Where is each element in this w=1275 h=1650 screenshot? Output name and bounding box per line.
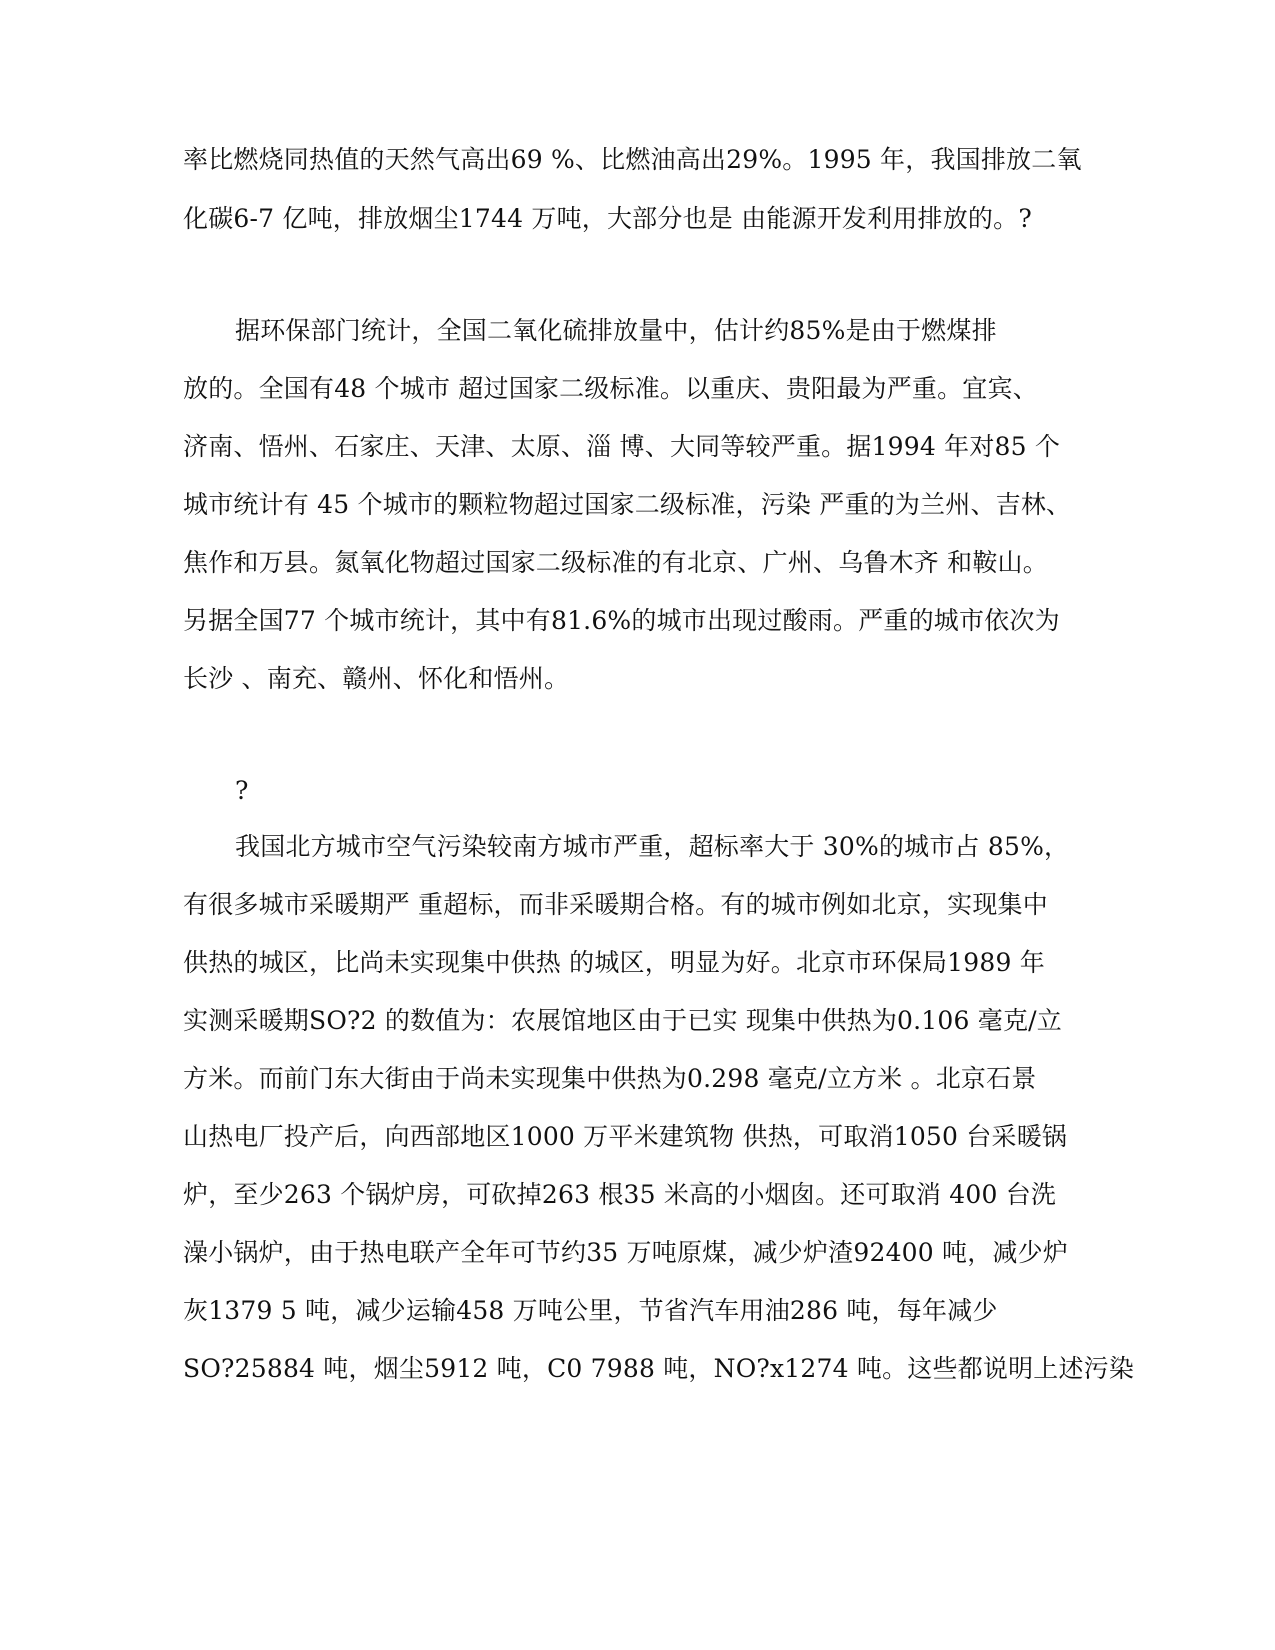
- text-line: 另据全国77 个城市统计，其中有81.6%的城市出现过酸雨。严重的城市依次为: [183, 606, 1060, 635]
- text-line: SO?25884 吨，烟尘5912 吨，C0 7988 吨，NO?x1274 吨。这些都说明上述污染: [183, 1354, 1135, 1383]
- text-line: 有很多城市采暖期严 重超标，而非采暖期合格。有的城市例如北京，实现集中: [183, 890, 1048, 919]
- text-line: 焦作和万县。氮氧化物超过国家二级标准的有北京、广州、乌鲁木齐 和鞍山。: [183, 548, 1048, 577]
- text-line: 城市统计有 45 个城市的颗粒物超过国家二级标准，污染 严重的为兰州、吉林、: [183, 490, 1072, 519]
- text-line: 我国北方城市空气污染较南方城市严重，超标率大于 30%的城市占 85%，: [235, 832, 1070, 861]
- text-line: 济南、悟州、石家庄、天津、太原、淄 博、大同等较严重。据1994 年对85 个: [183, 432, 1061, 461]
- text-line: 山热电厂投产后，向西部地区1000 万平米建筑物 供热，可取消1050 台采暖锅: [183, 1122, 1068, 1151]
- text-line: 放的。全国有48 个城市 超过国家二级标准。以重庆、贵阳最为严重。宜宾、: [183, 374, 1038, 403]
- text-line: 据环保部门统计，全国二氧化硫排放量中，估计约85%是由于燃煤排: [235, 316, 997, 345]
- text-line: 灰1379 5 吨，减少运输458 万吨公里，节省汽车用油286 吨，每年减少: [183, 1296, 998, 1325]
- text-line: 方米。而前门东大街由于尚未实现集中供热为0.298 毫克/立方米 。北京石景: [183, 1064, 1037, 1093]
- text-line: 长沙 、南充、赣州、怀化和悟州。: [183, 664, 570, 693]
- text-line: 率比燃烧同热值的天然气高出69 %、比燃油高出29%。1995 年，我国排放二氧: [183, 145, 1082, 174]
- text-line: ?: [235, 776, 249, 805]
- text-line: 实测采暖期SO?2 的数值为：农展馆地区由于已实 现集中供热为0.106 毫克/立: [183, 1006, 1062, 1035]
- text-line: 供热的城区，比尚未实现集中供热 的城区，明显为好。北京市环保局1989 年: [183, 948, 1045, 977]
- text-line: 炉，至少263 个锅炉房，可砍掉263 根35 米高的小烟囱。还可取消 400 台洗: [183, 1180, 1057, 1209]
- text-line: 化碳6-7 亿吨，排放烟尘1744 万吨，大部分也是 由能源开发利用排放的。?: [183, 204, 1032, 233]
- text-line: 澡小锅炉，由于热电联产全年可节约35 万吨原煤，减少炉渣92400 吨，减少炉: [183, 1238, 1069, 1267]
